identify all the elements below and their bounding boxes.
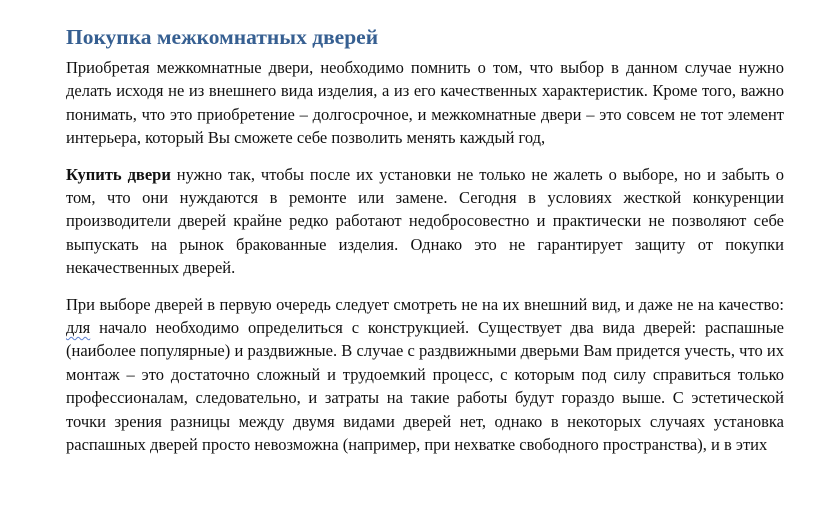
page-title: Покупка межкомнатных дверей [66, 25, 379, 49]
paragraph-2 [66, 163, 784, 280]
paragraph-2-text: нужно так, чтобы после их установки не только не жалеть о выборе, но и забыть о том, что они нуждаются в ремонте или замене. Сегодня в условиях жесткой конкуренции производители дверей крайне редко работают недобросовестно и практически не позволяют себе выпускать на рынок бракованные изделия. Однако это не гарантирует защиту от покупки некачественных дверей. [66, 164, 784, 278]
paragraph-2-lead: Купить двери [66, 164, 171, 184]
document-page [66, 22, 784, 470]
paragraph-3-text-start: При выборе дверей в первую очередь следует смотреть не на их внешний вид, и даже не на качество: [66, 294, 784, 314]
paragraph-3-text-end: начало необходимо определиться с конструкцией. Существует два вида дверей: распашные (наиболее популярные) и раздвижные. В случае с раздвижными дверьми Вам придется учесть, что их монтаж – это достаточно сложный и трудоемкий процесс, с которым под силу справиться только профессионалам, следовательно, и затраты на такие работы будут гораздо выше. С эстетической точки зрения разницы между двумя видами дверей нет, однако в некоторых случаях установка распашных дверей просто невозможна (например, при нехватке свободного пространства), и в этих [66, 318, 784, 455]
paragraph-3 [66, 293, 784, 457]
spellcheck-flagged-word[interactable]: для [66, 318, 91, 338]
paragraph-1: Приобретая межкомнатные двери, необходимо помнить о том, что выбор в данном случае нужно делать исходя не из внешнего вида изделия, а из его качественных характеристик. Кроме того, важно понимать, что это приобретение – долгосрочное, и межкомнатные двери – это совсем не тот элемент интерьера, который Вы сможете себе позволить менять каждый год, [66, 58, 784, 148]
